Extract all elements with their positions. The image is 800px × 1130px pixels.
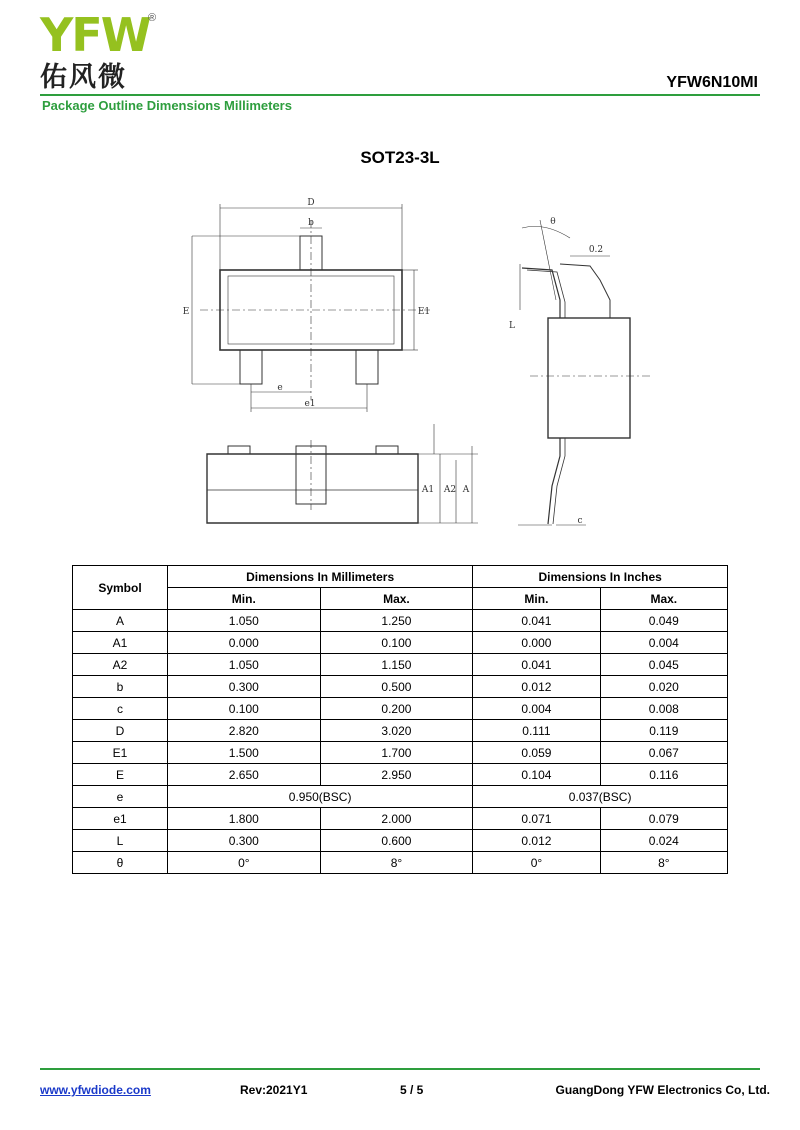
label-a2: A2 [443,485,457,495]
label-c: c [577,516,583,526]
dimensions-table-body [73,610,728,874]
top-view [192,204,430,412]
footer-divider [40,1068,760,1070]
cell-symbol: A [73,610,168,632]
table-row [73,742,728,764]
cell-symbol: A2 [73,654,168,676]
footer-page-number: 5 / 5 [400,1083,424,1097]
cell-mm-min: 1.050 [168,654,321,676]
symbol-header: Symbol [73,566,168,610]
cell-mm-max: 1.250 [320,610,473,632]
cell-mm-max: 0.100 [320,632,473,654]
website-link[interactable]: www.yfwdiode.com [40,1083,151,1097]
inch-header: Dimensions In Inches [473,566,728,588]
footer-website[interactable] [40,1083,151,1097]
cell-symbol: E1 [73,742,168,764]
label-gauge: 0.2 [588,245,604,255]
footer-company: GuangDong YFW Electronics Co, Ltd. [555,1083,770,1097]
label-a1: A1 [421,485,435,495]
cell-mm-max: 1.150 [320,654,473,676]
cell-mm-min: 0° [168,852,321,874]
cell-mm-min: 0.000 [168,632,321,654]
table-row [73,654,728,676]
label-e: E [182,307,190,317]
logo-text: YFW [40,8,150,62]
registered-mark: ® [148,12,157,24]
cell-mm-min: 1.050 [168,610,321,632]
in-max-header: Max. [600,588,727,610]
table-row [73,852,728,874]
model-number: YFW6N10MI [666,74,758,91]
cell-in-max: 0.008 [600,698,727,720]
cell-mm-bsc: 0.950(BSC) [168,786,473,808]
cell-in-min: 0.059 [473,742,600,764]
table-row [73,830,728,852]
cell-mm-min: 0.300 [168,830,321,852]
cell-symbol: A1 [73,632,168,654]
cell-symbol: e [73,786,168,808]
package-outline-drawing [0,180,800,540]
cell-mm-max: 8° [320,852,473,874]
cell-in-min: 0.104 [473,764,600,786]
table-row [73,676,728,698]
mm-header: Dimensions In Millimeters [168,566,473,588]
package-title: SOT23-3L [360,148,440,167]
cell-in-max: 0.116 [600,764,727,786]
table-row [73,632,728,654]
table-row [73,610,728,632]
label-theta: θ [550,217,556,227]
cell-mm-min: 1.800 [168,808,321,830]
cell-symbol: D [73,720,168,742]
cell-in-min: 0.041 [473,654,600,676]
company-logo [40,10,170,100]
cell-symbol: θ [73,852,168,874]
cell-in-max: 0.020 [600,676,727,698]
footer-revision: Rev:2021Y1 [240,1083,308,1097]
cell-in-min: 0.071 [473,808,600,830]
cell-mm-min: 1.500 [168,742,321,764]
cell-in-max: 0.049 [600,610,727,632]
cell-mm-min: 0.100 [168,698,321,720]
section-subtitle: Package Outline Dimensions Millimeters [42,98,292,113]
cell-mm-max: 3.020 [320,720,473,742]
cell-in-max: 0.045 [600,654,727,676]
cell-in-min: 0.004 [473,698,600,720]
logo-chinese-name: 佑风微 [40,62,127,93]
header-divider [40,94,760,96]
cell-in-max: 0.067 [600,742,727,764]
cell-in-min: 0.041 [473,610,600,632]
cell-mm-min: 2.820 [168,720,321,742]
label-e1: E1 [417,307,431,317]
cell-in-max: 8° [600,852,727,874]
table-row [73,808,728,830]
table-row [73,764,728,786]
label-d: D [307,198,315,208]
end-view [518,220,650,525]
cell-in-min: 0.000 [473,632,600,654]
table-row [73,786,728,808]
cell-in-max: 0.119 [600,720,727,742]
cell-mm-min: 2.650 [168,764,321,786]
cell-mm-max: 2.950 [320,764,473,786]
mm-min-header: Min. [168,588,321,610]
label-pitch-e: e [277,383,283,393]
cell-symbol: L [73,830,168,852]
cell-symbol: b [73,676,168,698]
cell-mm-max: 0.600 [320,830,473,852]
cell-in-min: 0.111 [473,720,600,742]
side-view [207,424,478,523]
cell-mm-max: 0.200 [320,698,473,720]
label-pitch-e1: e1 [304,399,316,409]
cell-mm-max: 1.700 [320,742,473,764]
dimensions-table [72,565,728,874]
cell-in-min: 0.012 [473,676,600,698]
cell-in-max: 0.079 [600,808,727,830]
cell-mm-min: 0.300 [168,676,321,698]
label-a: A [462,485,470,495]
cell-in-bsc: 0.037(BSC) [473,786,728,808]
cell-in-min: 0.012 [473,830,600,852]
cell-symbol: e1 [73,808,168,830]
cell-in-min: 0° [473,852,600,874]
cell-mm-max: 0.500 [320,676,473,698]
table-row [73,698,728,720]
cell-in-max: 0.024 [600,830,727,852]
label-l: L [509,321,515,331]
cell-symbol: E [73,764,168,786]
label-b: b [308,218,314,228]
cell-symbol: c [73,698,168,720]
mm-max-header: Max. [320,588,473,610]
cell-mm-max: 2.000 [320,808,473,830]
in-min-header: Min. [473,588,600,610]
cell-in-max: 0.004 [600,632,727,654]
table-row [73,720,728,742]
